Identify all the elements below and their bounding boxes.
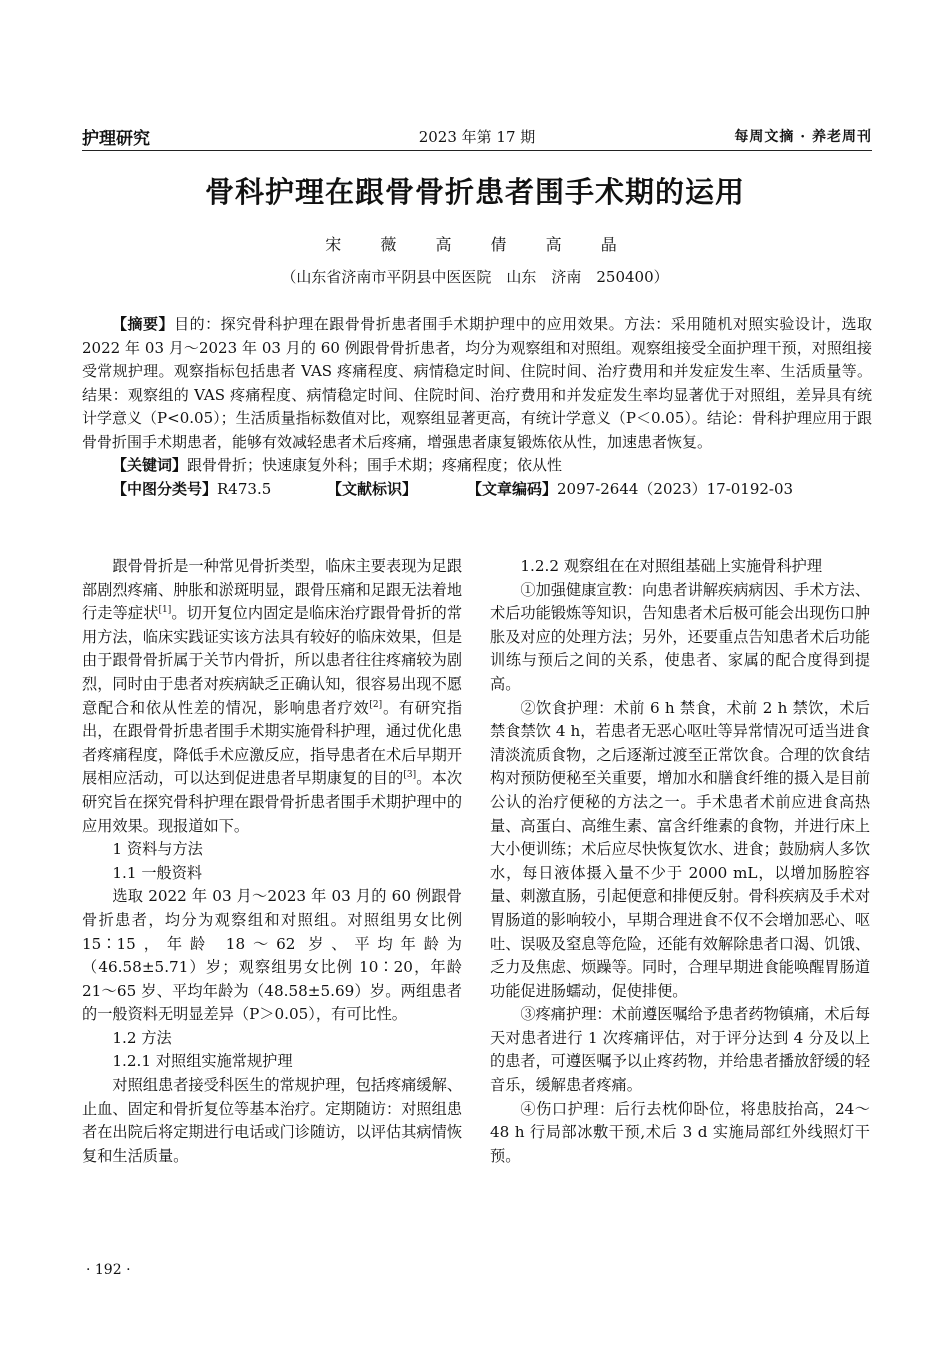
journal-name: 每周文摘 · 养老周刊: [734, 129, 872, 145]
ref-2: [2]: [369, 699, 383, 710]
authors: 宋 薇 高 倩 高 晶: [325, 235, 625, 254]
intro-paragraph: [82, 555, 462, 838]
clc-group: [112, 478, 271, 502]
doc-group: [327, 478, 417, 502]
section-heading-1-2-2: 1.2.2 观察组在在对照组基础上实施骨科护理: [520, 557, 823, 575]
section-heading-1: 1 资料与方法: [112, 840, 203, 859]
article-code-label: 【文章编码】: [467, 479, 558, 498]
diet-care-paragraph: ②饮食护理：术前 6 h 禁食，术前 2 h 禁饮，术后禁食禁饮 4 h，若患者无恶心呕吐等异常情况可适当进食清淡流质食物，之后逐渐过渡至正常饮食。合理的饮食结构对预防便秘至关重要，增加水和膳食纤维的摄入是目前公认的治疗便秘的方法之一。手术患者术前应进食高热量、高蛋白、高维生素、富含纤维素的食物，并进行床上大小便训练；术后应尽快恢复饮水、进食；鼓励病人多饮水，每日液体摄入量不少于 2000 mL，以增加肠腔容量、刺激直肠，引起便意和排便反射。骨科疾病及手术对胃肠道的影响较小，早期合理进食不仅不会增加恶心、呕吐、误吸及窒息等危险，还能有效解除患者口渴、饥饿、乏力及焦虑、烦躁等。同时，合理早期进食能唤醒胃肠道功能促进肠蠕动，促使排便。: [490, 698, 870, 1000]
general-info-paragraph: 选取 2022 年 03 月～2023 年 03 月的 60 例跟骨骨折患者，均分为观察组和对照组。对照组男女比例 15∶15，年龄 18～62 岁、平均年龄为（46.58±5.71）岁；观察组男女比例 10∶20，年龄 21～65 岁、平均年龄为（48.58±5.69）岁。两组患者的一般资料无明显差异（P＞0.05），有可比性。: [82, 887, 462, 1024]
right-column: [490, 555, 870, 1168]
classification-line: [112, 478, 872, 502]
affiliation: （山东省济南市平阴县中医医院 山东 济南 250400）: [281, 268, 669, 286]
abstract-block: [82, 313, 872, 502]
abstract-text: 目的：探究骨科护理在跟骨骨折患者围手术期护理中的应用效果。方法：采用随机对照实验设计，选取 2022 年 03 月～2023 年 03 月的 60 例跟骨骨折患者，均分为观察组和对照组。观察组接受全面护理干预，对照组接受常规护理。观察指标包括患者 VAS 疼痛程度、病情稳定时间、住院时间、治疗费用和并发症发生率、生活质量等。结果：观察组的 VAS 疼痛程度、病情稳定时间、住院时间、治疗费用和并发症发生率均显著优于对照组，差异具有统计学意义（P<0.05）；生活质量指标数值对比，观察组显著更高，有统计学意义（P＜0.05）。结论：骨科护理应用于跟骨骨折围手术期患者，能够有效减轻患者术后疼痛，增强患者康复锻炼依从性，加速患者恢复。: [82, 315, 872, 451]
article-code-group: [467, 478, 793, 502]
ref-1: [1]: [158, 605, 172, 616]
keywords-text: 跟骨骨折；快速康复外科；围手术期；疼痛程度；依从性: [187, 456, 563, 474]
control-group-paragraph: 对照组患者接受科医生的常规护理，包括疼痛缓解、止血、固定和骨折复位等基本治疗。定期随访：对照组患者在出院后将定期进行电话或门诊随访，以评估其病情恢复和生活质量。: [82, 1076, 462, 1165]
intro-text-4: 。本次研究旨在探究骨科护理在跟骨骨折患者围手术期护理中的应用效果。现报道如下。: [82, 769, 463, 835]
section-heading-1-2-1: 1.2.1 对照组实施常规护理: [112, 1052, 293, 1071]
running-header: [82, 124, 872, 151]
issue-label: 2023 年第 17 期: [418, 128, 536, 146]
clc-value: R473.5: [217, 479, 272, 498]
section-heading-1-1: 1.1 一般资料: [112, 863, 203, 882]
keywords: [82, 454, 872, 478]
abstract-label: 【摘要】: [112, 315, 175, 333]
left-column: [82, 555, 462, 1168]
intro-text-2: 。切开复位内固定是临床治疗跟骨骨折的常用方法，临床实践证实该方法具有较好的临床效果，但是由于跟骨骨折属于关节内骨折，所以患者往往疼痛较为剧烈，同时由于患者对疾病缺乏正确认知，很容易出现不愿意配合和依从性差的情况，影响患者疗效: [82, 604, 463, 717]
pain-care-paragraph: ③疼痛护理：术前遵医嘱给予患者药物镇痛，术后每天对患者进行 1 次疼痛评估，对于评分达到 4 分及以上的患者，可遵医嘱予以止疼药物，并给患者播放舒缓的轻音乐，缓解患者疼痛。: [490, 1005, 870, 1095]
intro-text-3: 。有研究指出，在跟骨骨折患者围手术期实施骨科护理，通过优化患者疼痛程度，降低手术应激反应，指导患者在术后早期开展相应活动，可以达到促进患者早期康复的目的: [82, 698, 463, 788]
intro-text-1: 跟骨骨折是一种常见骨折类型，临床主要表现为足跟部剧烈疼痛、肿胀和淤斑明显，跟骨压痛和足跟无法着地行走等症状: [82, 557, 462, 623]
page-number: · 192 ·: [86, 1262, 131, 1278]
ref-3: [3]: [403, 770, 417, 781]
article-code-value: 2097-2644（2023）17-0192-03: [557, 479, 794, 498]
section-heading-1-2: 1.2 方法: [112, 1028, 172, 1047]
article-title: 骨科护理在跟骨骨折患者围手术期的运用: [204, 175, 745, 209]
doc-label: 【文献标识】: [327, 479, 418, 498]
abstract: [82, 313, 872, 454]
keywords-label: 【关键词】: [112, 456, 188, 474]
clc-label: 【中图分类号】: [112, 479, 218, 498]
wound-care-paragraph: ④伤口护理：后行去枕仰卧位，将患肢抬高，24～48 h 行局部冰敷干预,术后 3 d 实施局部红外线照灯干预。: [490, 1099, 870, 1165]
health-education-paragraph: ①加强健康宣教：向患者讲解疾病病因、手术方法、术后功能锻炼等知识，告知患者术后极可能会出现伤口肿胀及对应的处理方法；另外，还要重点告知患者术后功能训练与预后之间的关系，使患者、家属的配合度得到提高。: [490, 580, 870, 693]
journal-section: 护理研究: [82, 129, 150, 149]
